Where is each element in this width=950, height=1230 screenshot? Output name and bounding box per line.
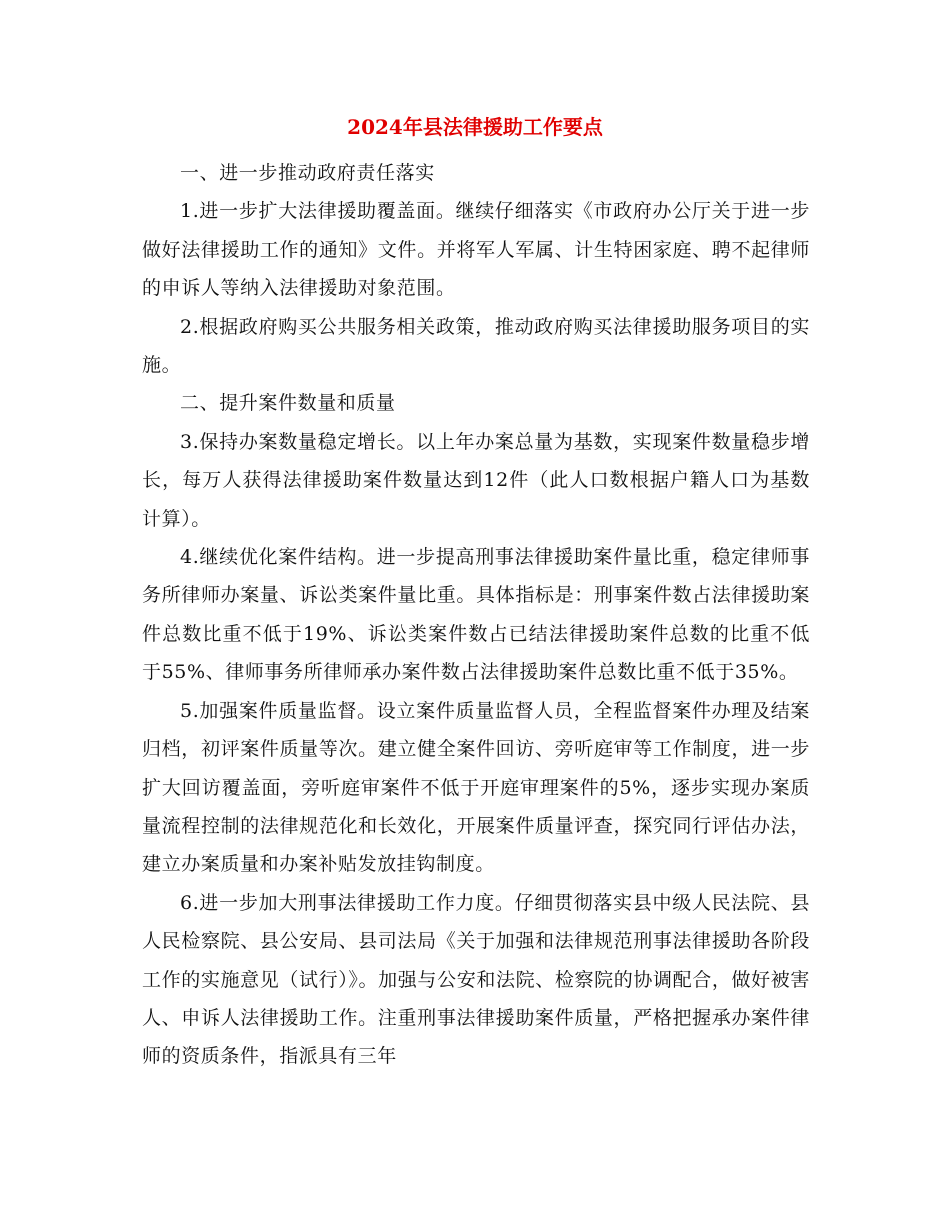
paragraph: 1.进一步扩大法律援助覆盖面。继续仔细落实《市政府办公厅关于进一步做好法律援助工作的通知》文件。并将军人军属、计生特困家庭、聘不起律师的申诉人等纳入法律援助对象范围。 (142, 200, 810, 300)
document-body (142, 154, 810, 1076)
document-title: 2024年县法律援助工作要点 (347, 115, 603, 139)
paragraph: 5.加强案件质量监督。设立案件质量监督人员，全程监督案件办理及结案归档，初评案件质量等次。建立健全案件回访、旁听庭审等工作制度，进一步扩大回访覆盖面，旁听庭审案件不低于开庭审理案件的5%，逐步实现办案质量流程控制的法律规范化和长效化，开展案件质量评查，探究同行评估办法，建立办案质量和办案补贴发放挂钩制度。 (142, 699, 810, 876)
paragraph: 6.进一步加大刑事法律援助工作力度。仔细贯彻落实县中级人民法院、县人民检察院、县公安局、县司法局《关于加强和法律规范刑事法律援助各阶段工作的实施意见（试行）》。加强与公安和法院、检察院的协调配合，做好被害人、申诉人法律援助工作。注重刑事法律援助案件质量，严格把握承办案件律师的资质条件，指派具有三年 (142, 891, 810, 1068)
paragraph: 2.根据政府购买公共服务相关政策，推动政府购买法律援助服务项目的实施。 (142, 315, 810, 377)
paragraph: 4.继续优化案件结构。进一步提高刑事法律援助案件量比重，稳定律师事务所律师办案量、诉讼类案件量比重。具体指标是：刑事案件数占法律援助案件总数比重不低于19%、诉讼类案件数占已结法律援助案件总数的比重不低于55%、律师事务所律师承办案件数占法律援助案件总数比重不低于35%。 (142, 546, 810, 684)
paragraph: 3.保持办案数量稳定增长。以上年办案总量为基数，实现案件数量稳步增长，每万人获得法律援助案件数量达到12件（此人口数根据户籍人口为基数计算）。 (142, 430, 810, 530)
section-heading: 一、进一步推动政府责任落实 (180, 162, 435, 184)
section-heading: 二、提升案件数量和质量 (180, 392, 396, 415)
